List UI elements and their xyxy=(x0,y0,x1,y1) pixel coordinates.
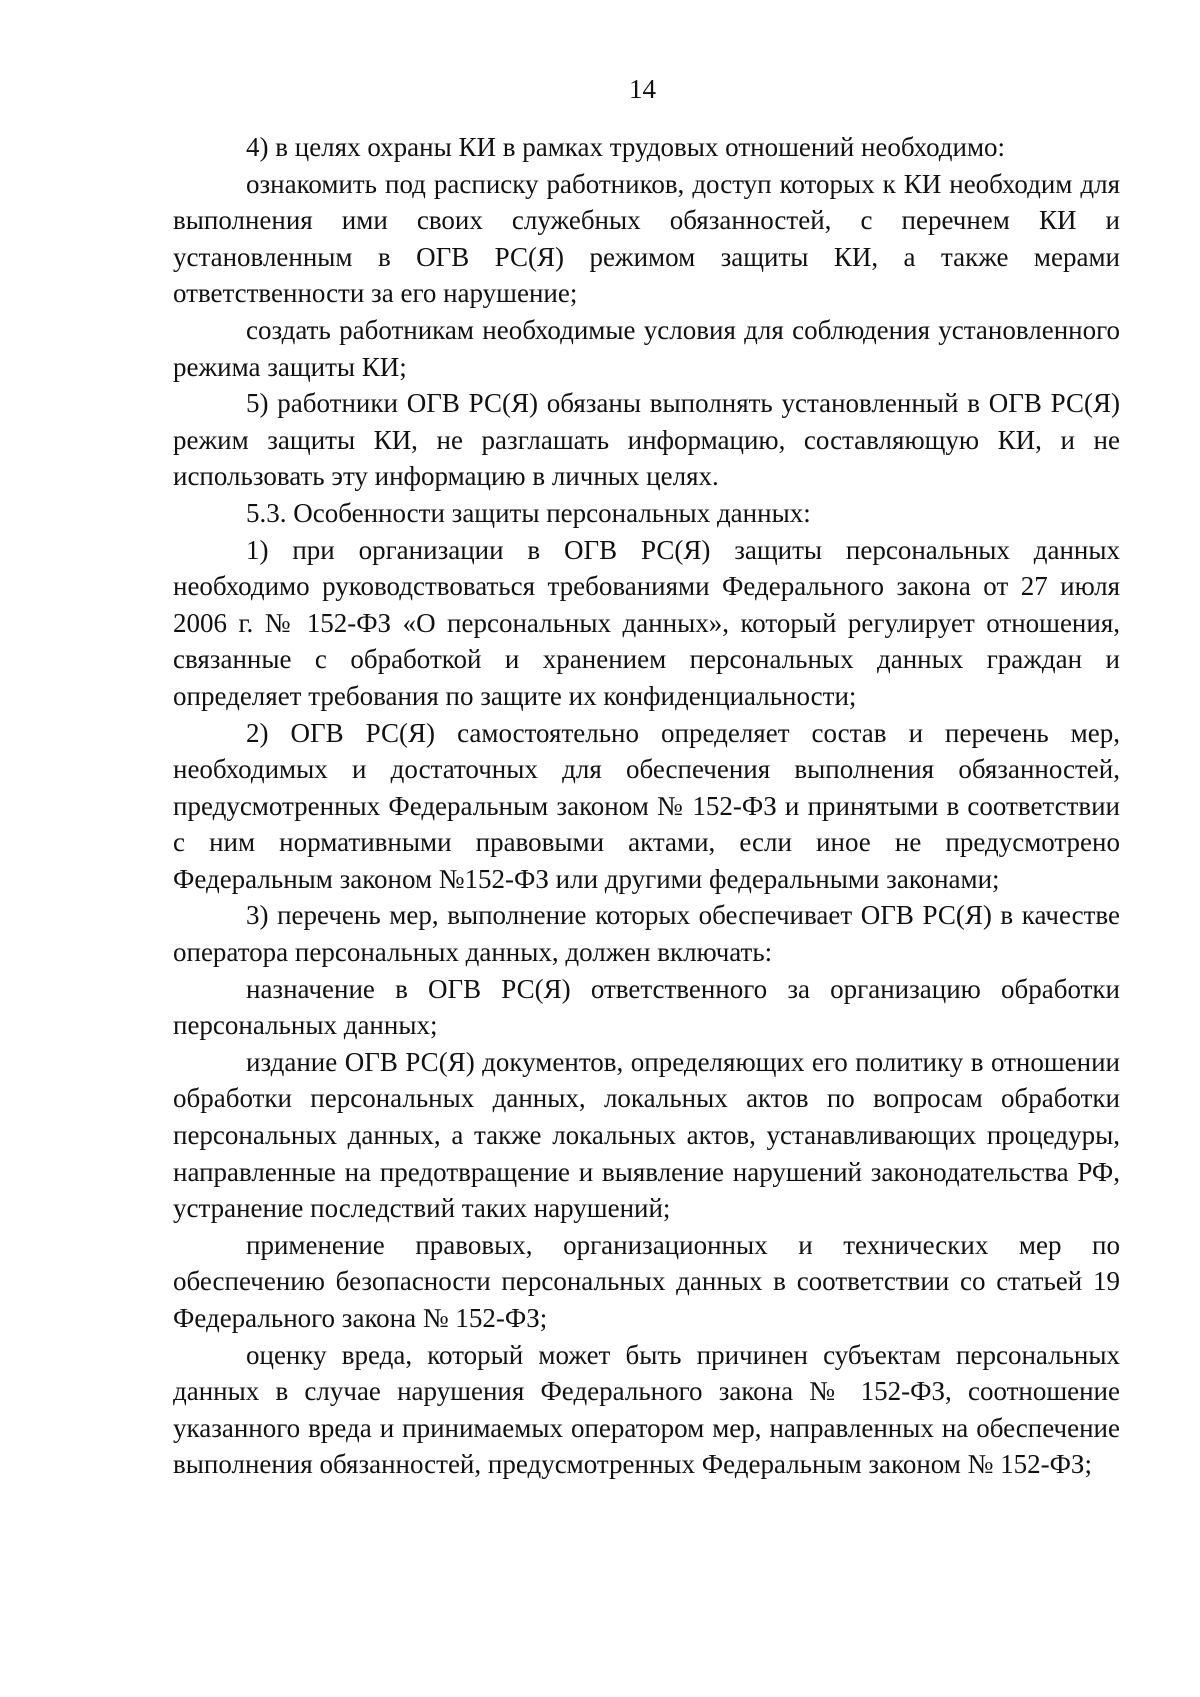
paragraph-5-workers-obligations: 5) работники ОГВ РС(Я) обязаны выполнять установленный в ОГВ РС(Я) режим защиты КИ, не разглашать информацию, составляющую КИ, и не использовать эту информацию в личных целях. xyxy=(173,388,1120,492)
paragraph-4-trade-secret-labor: 4) в целях охраны КИ в рамках трудовых отношений необходимо: xyxy=(246,132,1006,162)
list-item-issue-documents: издание ОГВ РС(Я) документов, определяющих его политику в отношении обработки персональных данных, локальных актов по вопросам обработки персональных данных, а также локальных актов, устанавливающих процедуры, направленные на предотвращение и выявление нарушений законодательства РФ, устранение последствий таких нарушений; xyxy=(173,1046,1120,1224)
paragraph-3-measures-list: 3) перечень мер, выполнение которых обеспечивает ОГВ РС(Я) в качестве оператора персональных данных, должен включать: xyxy=(173,900,1120,968)
paragraph-1-personal-data-law: 1) при организации в ОГВ РС(Я) защиты персональных данных необходимо руководствоваться требованиями Федерального закона от 27 июля 2006 г. № 152-ФЗ «О персональных данных», который регулирует отношения, связанные с обработкой и хранением персональных данных граждан и определяет требования по защите их конфиденциальности; xyxy=(173,534,1120,711)
document-body xyxy=(173,129,1120,1483)
list-item-assess-harm: оценку вреда, который может быть причинен субъектам персональных данных в случае нарушения Федерального закона № 152-ФЗ, соотношение указанного вреда и принимаемых оператором мер, направленных на обеспечение выполнения обязанностей, предусмотренных Федеральным законом № 152-ФЗ; xyxy=(173,1339,1120,1480)
list-item-apply-measures: применение правовых, организационных и технических мер по обеспечению безопасности персональных данных в соответствии со статьей 19 Федерального закона № 152-ФЗ; xyxy=(173,1229,1120,1333)
list-item-appoint-responsible: назначение в ОГВ РС(Я) ответственного за организацию обработки персональных данных; xyxy=(173,973,1120,1041)
section-heading-5-3: 5.3. Особенности защиты персональных данных: xyxy=(246,497,811,528)
page-number: 14 xyxy=(629,74,656,104)
paragraph-create-conditions: создать работникам необходимые условия для соблюдения установленного режима защиты КИ; xyxy=(173,314,1120,382)
paragraph-familiarize-workers: ознакомить под расписку работников, доступ которых к КИ необходим для выполнения ими своих служебных обязанностей, с перечнем КИ и установленным в ОГВ РС(Я) режимом защиты КИ, а также мерами ответственности за его нарушение; xyxy=(173,168,1120,309)
paragraph-2-measures-composition: 2) ОГВ РС(Я) самостоятельно определяет состав и перечень мер, необходимых и достаточных для обеспечения выполнения обязанностей, предусмотренных Федеральным законом № 152-ФЗ и принятыми в соответствии с ним нормативными правовыми актами, если иное не предусмотрено Федеральным законом №152-ФЗ или другими федеральными законами; xyxy=(173,717,1120,894)
